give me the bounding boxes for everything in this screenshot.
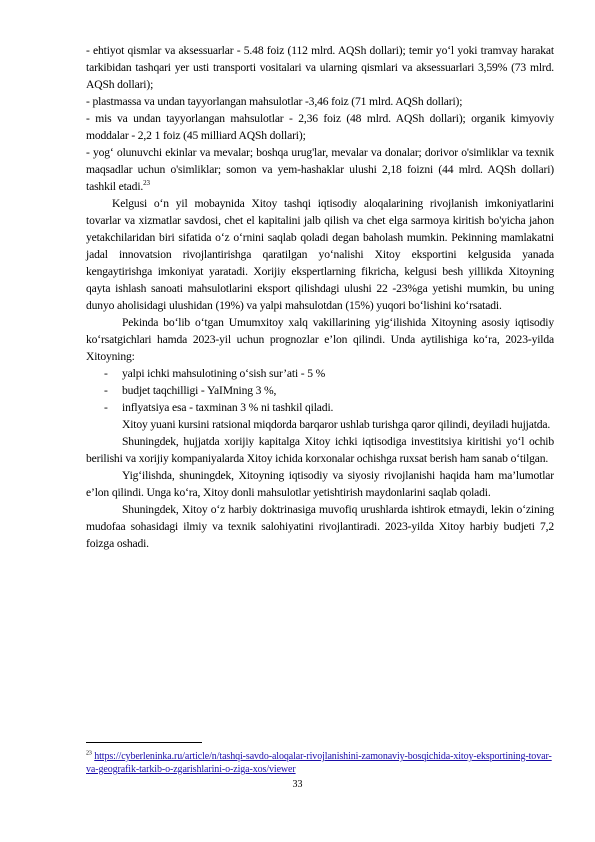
list-item-text: budjet taqchilligi - YaIMning 3 %,	[122, 384, 277, 397]
paragraph-copper: - mis va undan tayyorlangan mahsulotlar - 2,36 foiz (48 mlrd. AQSh dollari); organik kimyoviy moddalar - 2,2 1 foiz (45 milliard AQSh dollari);	[86, 112, 554, 142]
paragraph-meeting: Yig‘ilishda, shuningdek, Xitoyning iqtisodiy va siyosiy rivojlanishi haqida ham ma’lumotlar e’lon qilindi. Unga ko‘ra, Xitoy donli mahsulotlar yetishtirish maydonlarini saqlab qoladi.	[86, 469, 554, 499]
list-item	[86, 365, 554, 382]
list-dash: -	[104, 384, 108, 397]
paragraph-forecast-intro: Pekinda bo‘lib o‘tgan Umumxitoy xalq vakillarining yig‘ilishida Xitoyning asosiy iqtisodiy ko‘rsatgichlari hamda 2023-yil uchun prognozlar e’lon qilindi. Unda aytilishiga ko‘ra, 2023-yilda Xitoyning:	[86, 316, 554, 363]
footnote-number: 23	[86, 750, 92, 757]
paragraph-military: Shuningdek, Xitoy o‘z harbiy doktrinasiga muvofiq urushlarda ishtirok etmaydi, lekin o‘zining mudofaa sohasidagi ilmiy va texnik salohiyatini rivojlantiradi. 2023-yilda Xitoy harbiy budjeti 7,2 foizga oshadi.	[86, 503, 554, 550]
list-dash: -	[104, 367, 108, 380]
list-item	[86, 382, 554, 399]
list-item	[86, 399, 554, 416]
list-item-text: yalpi ichki mahsulotining o‘sish sur’ati - 5 %	[122, 367, 326, 380]
footnote-reference[interactable]: 23	[143, 179, 150, 188]
list-item-text: inflyatsiya esa - taxminan 3 % ni tashkil qiladi.	[122, 401, 334, 414]
footnote-separator	[86, 742, 202, 743]
page-body	[86, 42, 554, 552]
paragraph-plastics: - plastmassa va undan tayyorlangan mahsulotlar -3,46 foiz (71 mlrd. AQSh dollari);	[86, 95, 463, 108]
page-number: 33	[292, 779, 303, 790]
paragraph-outlook: Kelgusi o‘n yil mobaynida Xitoy tashqi iqtisodiy aloqalarining rivojlanish imkoniyatlarini tovarlar va xizmatlar savdosi, chet el kapitalini jalb qilish va chet elga sarmoya kiritish bo'yicha jahon yetakchilaridan biri sifatida o‘z o‘rnini saqlab qoladi degan baholash mumkin. Pekinning mamlakatni jadal innovatsion rivojlantirishga qaratilgan yo‘nalishi Xitoy eksportini kelgusida yanada kengaytirishga imkoniyat yaratadi. Xorijiy ekspertlarning fikricha, kelgusi besh yillikda Xitoyning qayta ishlash sanoati mahsulotlarini eksport qilishdagi ulushi 22 -23%ga yetishi mumkin, bu uning dunyo aholisidagi ulushidan (19%) va yalpi mahsulotdan (15%) yuqori bo‘lishini ko‘rsatadi.	[86, 197, 554, 312]
list-dash: -	[104, 401, 108, 414]
footnote	[86, 750, 554, 776]
paragraph-foreign-capital: Shuningdek, hujjatda xorijiy kapitalga Xitoy ichki iqtisodiga investitsiya kiritishi yo‘l ochib berilishi va xorijiy kompaniyalarda Xitoy ichida korxonalar ochishga ruxsat berish ham sanab o‘tilgan.	[86, 435, 554, 465]
forecast-list	[86, 365, 554, 416]
footnote-link[interactable]: https://cyberleninka.ru/article/n/tashqi-savdo-aloqalar-rivojlanishini-zamonaviy-bosqichida-xitoy-eksportining-tovar-va-geografik-tarkib-o-zgarishlarini-o-ziga-xos/viewer	[86, 751, 552, 775]
paragraph-oilseeds-text: - yog‘ olunuvchi ekinlar va mevalar; boshqa urug'lar, mevalar va donalar; dorivor o'simliklar va texnik maqsadlar uchun o'simliklar; somon va yem-hashaklar ulushi 2,18 foizni (44 mlrd. AQSh dollari) tashkil etadi.	[86, 146, 554, 193]
paragraph-export-parts: - ehtiyot qismlar va aksessuarlar - 5.48 foiz (112 mlrd. AQSh dollari); temir yo‘l yoki tramvay harakat tarkibidan tashqari yer usti transporti vositalari va ularning qismlari va aksessuarlari 3,59% (73 mlrd. AQSh dollari);	[86, 44, 554, 91]
paragraph-oilseeds	[86, 144, 554, 195]
paragraph-yuan: Xitoy yuani kursini ratsional miqdorda barqaror ushlab turishga qaror qilindi, deyiladi hujjatda.	[122, 418, 551, 431]
